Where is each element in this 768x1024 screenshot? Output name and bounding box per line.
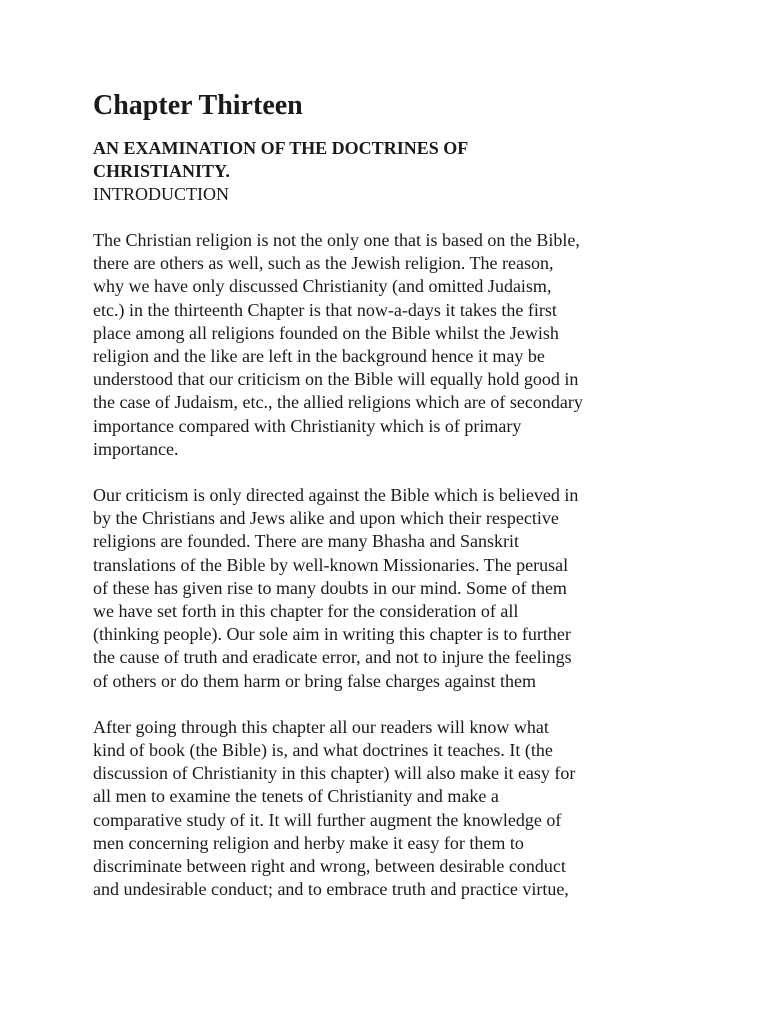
paragraph-line: place among all religions founded on the Bible whilst the Jewish (93, 322, 559, 343)
section-title-line: AN EXAMINATION OF THE DOCTRINES OF (93, 138, 469, 158)
paragraph-line: we have set forth in this chapter for the consideration of all (93, 601, 519, 622)
section-title-line: CHRISTIANITY. (93, 161, 230, 181)
paragraph-line: men concerning religion and herby make it easy for them to (93, 832, 524, 853)
paragraph-line: the cause of truth and eradicate error, and not to injure the feelings (93, 647, 572, 668)
paragraph-line: why we have only discussed Christianity (and omitted Judaism, (93, 276, 552, 297)
paragraph-line: religions are founded. There are many Bhasha and Sanskrit (93, 531, 520, 552)
paragraph-line: Our criticism is only directed against the Bible which is believed in (93, 485, 579, 506)
paragraph-line: etc.) in the thirteenth Chapter is that now-a-days it takes the first (93, 299, 557, 320)
paragraph-line: the case of Judaism, etc., the allied religions which are of secondary (93, 392, 583, 413)
paragraph-line: After going through this chapter all our readers will know what (93, 716, 549, 737)
paragraph-line: religion and the like are left in the background hence it may be (93, 346, 545, 367)
paragraph-2 (93, 484, 753, 693)
paragraph-line: of others or do them harm or bring false charges against them (93, 670, 537, 691)
paragraph-line: discriminate between right and wrong, between desirable conduct (93, 856, 566, 877)
paragraph-line: importance. (93, 438, 179, 459)
paragraph-line: (thinking people). Our sole aim in writing this chapter is to further (93, 624, 571, 645)
paragraph-line: by the Christians and Jews alike and upon which their respective (93, 508, 559, 529)
chapter-title: Chapter Thirteen (93, 90, 303, 121)
introduction-label: INTRODUCTION (93, 184, 229, 204)
paragraph-1 (93, 229, 753, 461)
paragraph-line: kind of book (the Bible) is, and what doctrines it teaches. It (the (93, 740, 553, 761)
paragraph-line: The Christian religion is not the only one that is based on the Bible, (93, 230, 580, 250)
paragraph-3 (93, 716, 753, 902)
section-title (93, 137, 753, 183)
paragraph-line: understood that our criticism on the Bible will equally hold good in (93, 369, 579, 390)
paragraph-line: all men to examine the tenets of Christianity and make a (93, 786, 499, 807)
paragraph-line: comparative study of it. It will further augment the knowledge of (93, 809, 562, 830)
document-page (93, 86, 753, 901)
paragraph-line: there are others as well, such as the Jewish religion. The reason, (93, 253, 554, 274)
paragraph-line: and undesirable conduct; and to embrace truth and practice virtue, (93, 879, 569, 900)
paragraph-line: of these has given rise to many doubts in our mind. Some of them (93, 577, 567, 598)
paragraph-line: translations of the Bible by well-known Missionaries. The perusal (93, 554, 569, 575)
paragraph-line: importance compared with Christianity which is of primary (93, 415, 522, 436)
paragraph-line: discussion of Christianity in this chapter) will also make it easy for (93, 763, 576, 784)
